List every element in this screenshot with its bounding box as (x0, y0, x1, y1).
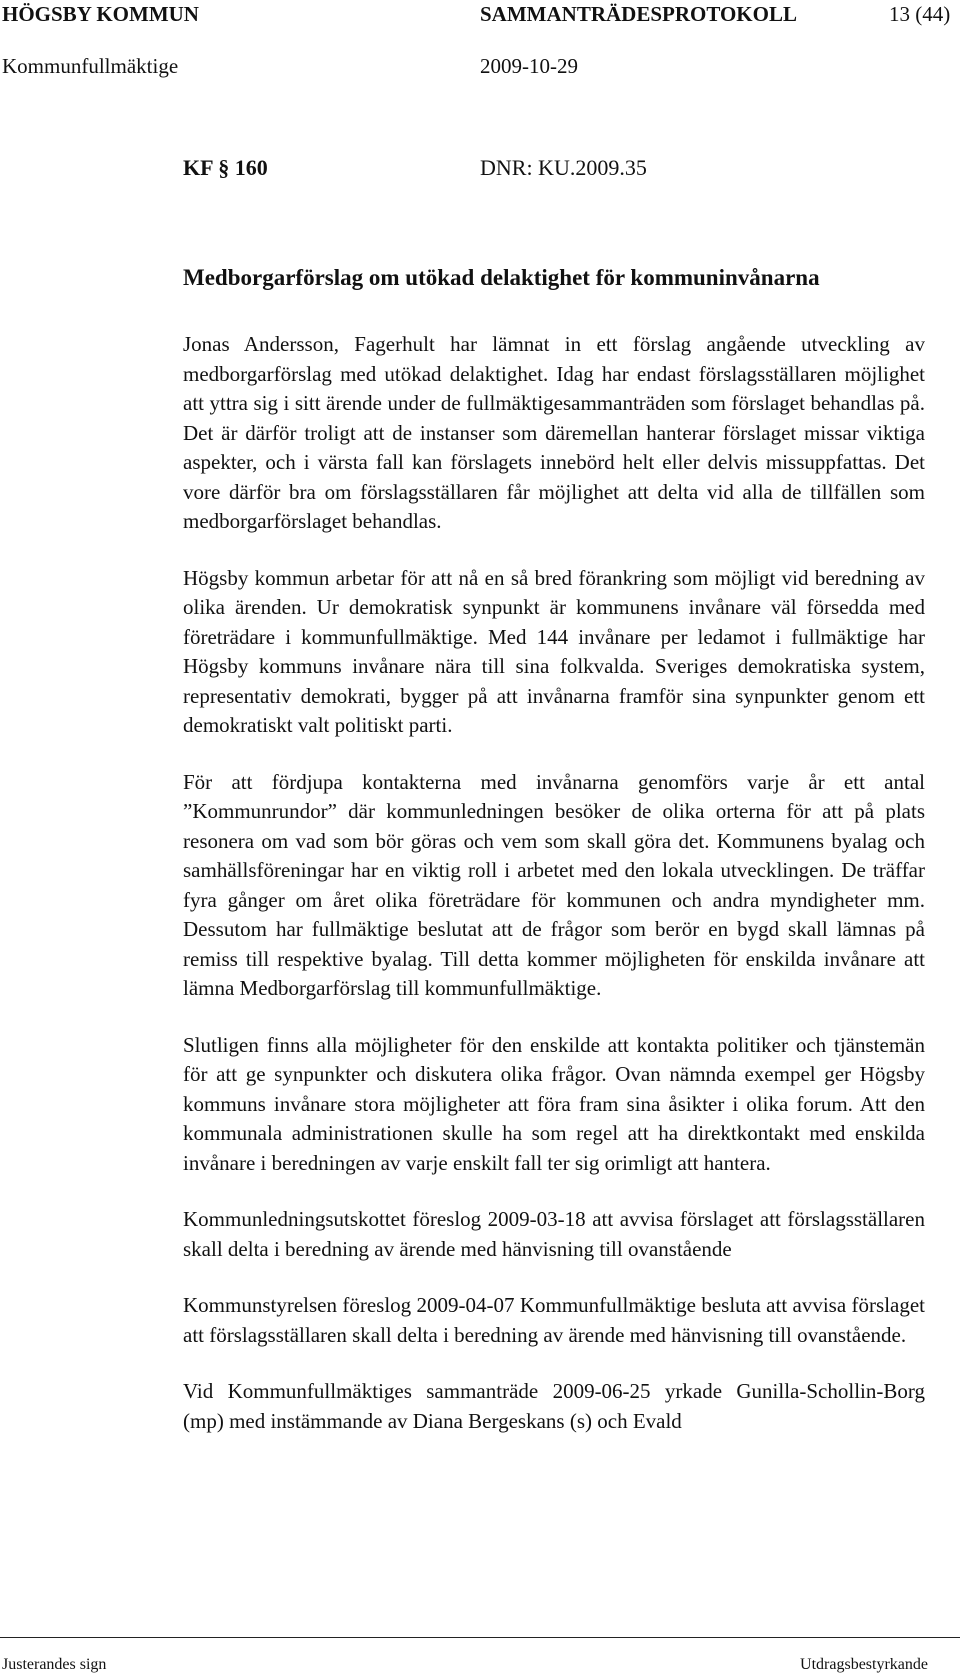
case-id: KF § 160 (183, 155, 268, 180)
case-reference (183, 155, 930, 185)
extract-certification-label: Utdragsbestyrkande (800, 1656, 928, 1673)
page-header-top (0, 2, 960, 32)
assembly-name: Kommunfullmäktige (2, 54, 179, 78)
meeting-date: 2009-10-29 (480, 54, 578, 78)
paragraph-representation: Högsby kommun arbetar för att nå en så bred förankring som möjligt vid beredning av olika ärenden. Ur demokratisk synpunkt är kommunens invånare väl försedda med företrädare i kommunfullmäktige. Med 144 invånare per ledamot i fullmäktige har Högsby kommuns invånare nära till sina folkvalda. Sveriges demokratiska system, representativ demokrati, bygger på att invånarna framför sina synpunkter genom ett demokratiskt valt politiskt parti. (183, 565, 925, 737)
case-body (183, 330, 925, 1463)
paragraph-contacts: För att fördjupa kontakterna med invånarna genomförs varje år ett antal ”Kommunrundor” där kommunledningen besöker de olika orterna för att på plats resonera om vad som bör göras och vem som skall göra det. Kommunens byalag och samhällsföreningar har en viktig roll i arbetet med den lokala utvecklingen. De träffar fyra gånger om året olika företrädare för kommunen och andra myndigheter mm. Dessutom har fullmäktige beslutat att de frågor som berör en bygd skall lämnas på remiss till respektive byalag. Till detta kommer möjligheten för enskilda invånare att lämna Medborgarförslag till kommunfullmäktige. (183, 769, 925, 1000)
paragraph-committee-proposal: Kommunledningsutskottet föreslog 2009-03-18 att avvisa förslaget att förslagsställaren skall delta i beredning av ärende med hänvisning till ovanstående (183, 1207, 925, 1261)
case-title: Medborgarförslag om utökad delaktighet för kommuninvånarna (183, 265, 820, 290)
paragraph-conclusion: Slutligen finns alla möjligheter för den enskilde att kontakta politiker och tjänstemän för att ge synpunkter och diskutera olika frågor. Ovan nämnda exempel ger Högsby kommuns invånare stora möjligheter att föra fram sina åsikter i olika forum. Att den kommunala administrationen skulle ha som regel att ha direktkontakt med enskilda invånare i beredningen av varje enskilt fall ter sig orimligt att hantera. (183, 1032, 925, 1175)
signature-label: Justerandes sign (2, 1656, 107, 1673)
footer-divider (0, 1637, 960, 1638)
paragraph-proposal: Jonas Andersson, Fagerhult har lämnat in ett förslag angående utveckling av medborgarförslag med utökad delaktighet. Idag har endast förslagsställaren möjlighet att yttra sig i sitt ärende under de fullmäktigesammanträden som förslaget behandlas på. Det är därför troligt att de instanser som däremellan hanterar förslaget missar viktiga aspekter, och i värsta fall kan förslagets innebörd helt eller delvis missuppfattas. Det vore därför bra om förslagsställaren får möjlighet att delta vid alla de tillfällen som medborgarförslaget behandlas. (183, 332, 925, 533)
page-number: 13 (44) (889, 2, 951, 26)
organization-name: HÖGSBY KOMMUN (2, 2, 199, 26)
paragraph-council-meeting: Vid Kommunfullmäktiges sammanträde 2009-06-25 yrkade Gunilla-Schollin-Borg (mp) med instämmande av Diana Bergeskans (s) och Evald (183, 1379, 925, 1433)
paragraph-board-proposal: Kommunstyrelsen föreslog 2009-04-07 Kommunfullmäktige besluta att avvisa förslaget att förslagsställaren skall delta i beredning av ärende med hänvisning till ovanstående. (183, 1293, 925, 1347)
document-type: SAMMANTRÄDESPROTOKOLL (480, 2, 797, 26)
case-dnr: DNR: KU.2009.35 (480, 155, 647, 180)
page-header-sub (0, 54, 960, 84)
